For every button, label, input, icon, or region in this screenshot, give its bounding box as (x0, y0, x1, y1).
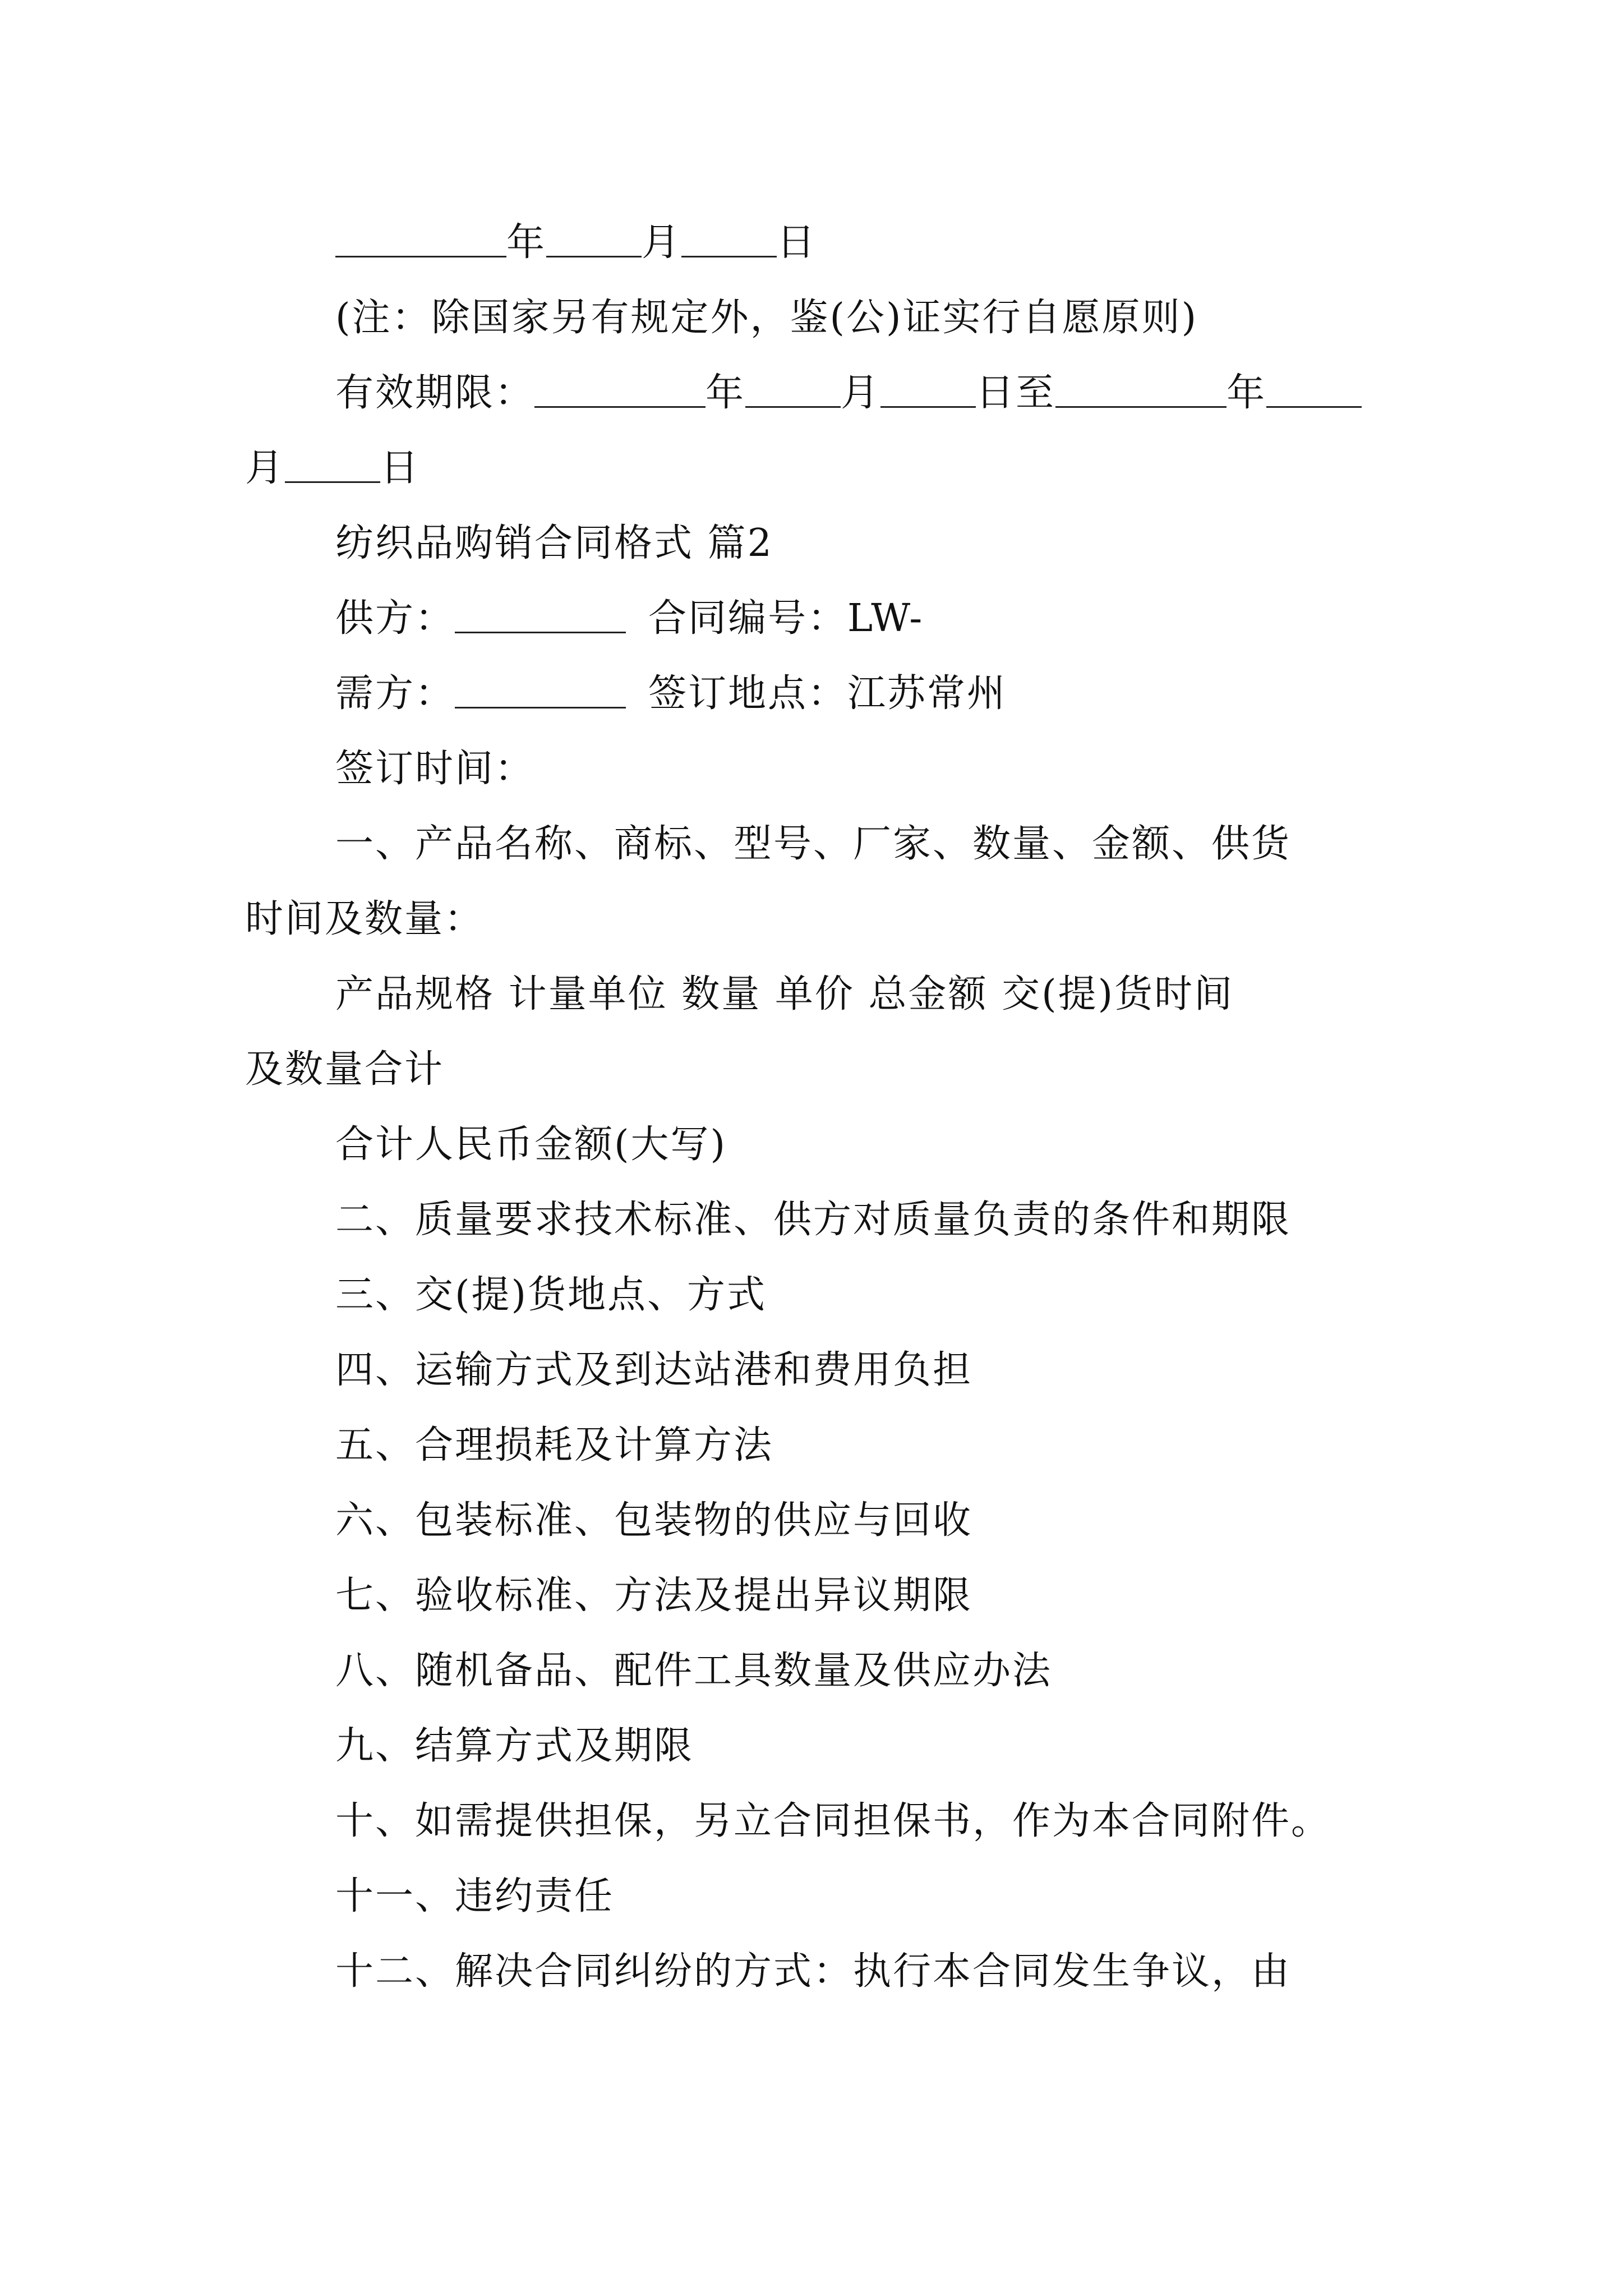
validity-day-blank (880, 367, 976, 408)
validity-day2-blank (285, 442, 380, 483)
buyer-blank (455, 668, 626, 708)
validity-line-cont: 月 日 (245, 438, 1389, 499)
validity-year2-blank (1055, 367, 1227, 408)
clause-2: 二、质量要求技术标准、供方对质量负责的条件和期限 (335, 1198, 1292, 1242)
total-rmb-line: 合计人民币金额(大写) (335, 1122, 727, 1167)
validity-month-blank (745, 367, 841, 408)
clause-11: 十一、违约责任 (335, 1874, 615, 1918)
validity-month2-blank-a (1266, 367, 1362, 408)
validity-year-blank (534, 367, 706, 408)
clause-8: 八、随机备品、配件工具数量及供应办法 (335, 1649, 1053, 1693)
clause-7: 七、验收标准、方法及提出异议期限 (335, 1573, 973, 1618)
table-header-line-b: 及数量合计 (245, 1047, 445, 1092)
supplier-blank (455, 592, 626, 633)
clause-6: 六、包装标准、包装物的供应与回收 (335, 1498, 973, 1543)
clause-10: 十、如需提供担保，另立合同担保书，作为本合同附件。 (335, 1799, 1331, 1843)
clause-9: 九、结算方式及期限 (335, 1724, 694, 1768)
clause-1-line-b: 时间及数量： (245, 897, 485, 941)
validity-line: 有效期限： 年 月 日至 年 (335, 362, 1479, 424)
clause-1-line-a: 一、产品名称、商标、型号、厂家、数量、金额、供货 (335, 822, 1292, 866)
section-title: 纺织品购销合同格式 篇2 (335, 521, 773, 565)
table-header-line-a: 产品规格 计量单位 数量 单价 总金额 交(提)货时间 (335, 972, 1234, 1016)
month-blank (546, 217, 642, 257)
supplier-line: 供方： 合同编号：LW- (335, 588, 1479, 650)
buyer-line: 需方： 签订地点：江苏常州 (335, 663, 1479, 725)
note-line: (注：除国家另有规定外，鉴(公)证实行自愿原则) (335, 296, 1198, 340)
day-blank (681, 217, 777, 257)
year-blank (335, 217, 506, 257)
clause-3: 三、交(提)货地点、方式 (335, 1273, 767, 1317)
sign-time-line: 签订时间： (335, 747, 535, 791)
clause-5: 五、合理损耗及计算方法 (335, 1423, 774, 1467)
date-line: 年 月 日 (335, 212, 1479, 274)
clause-4: 四、运输方式及到达站港和费用负担 (335, 1348, 973, 1392)
clause-12: 十二、解决合同纠纷的方式：执行本合同发生争议，由 (335, 1949, 1292, 1994)
